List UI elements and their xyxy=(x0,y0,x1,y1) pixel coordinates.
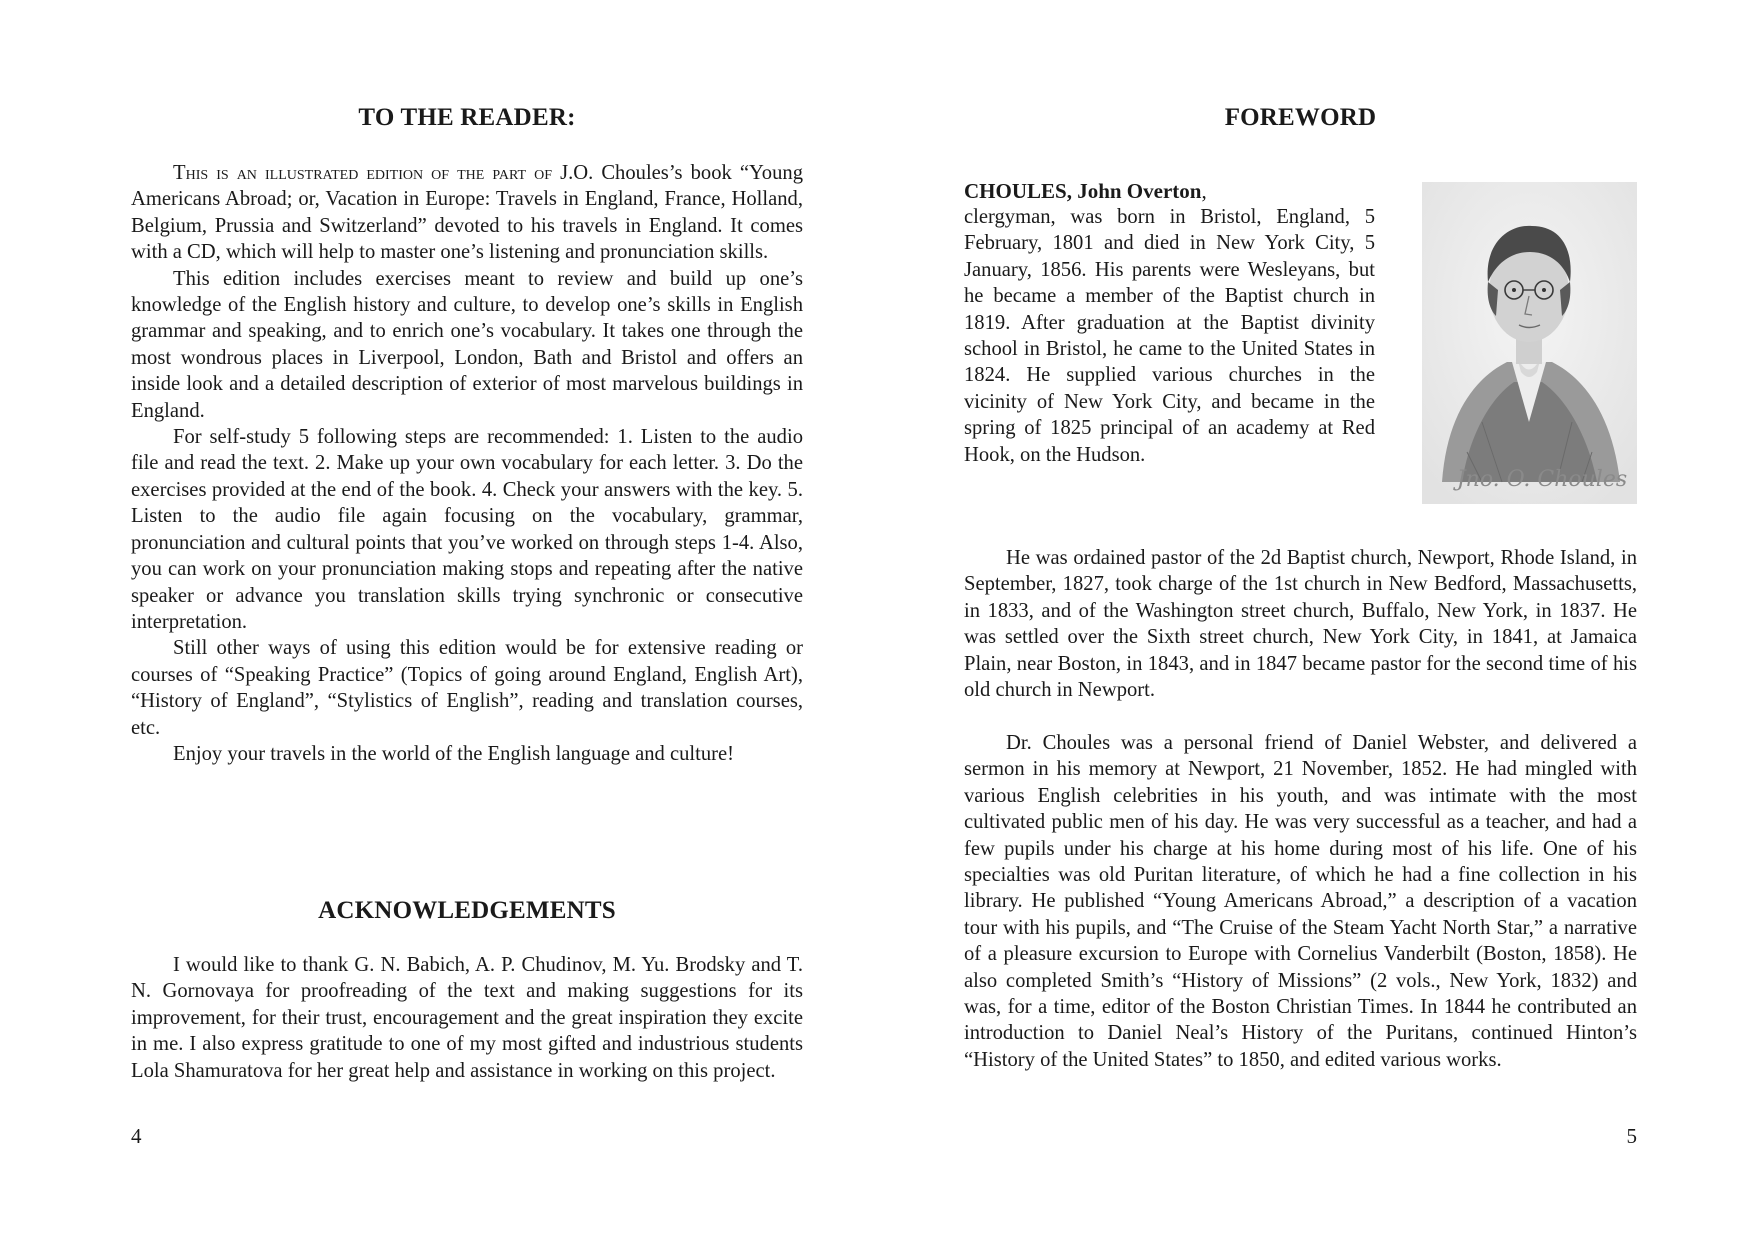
choules-portrait xyxy=(1422,182,1637,504)
to-the-reader-text xyxy=(131,160,803,767)
reader-intro-lead: This is an illustrated edition of the part of xyxy=(173,162,553,184)
bio-name-text: CHOULES, John Overton xyxy=(964,179,1202,203)
acknowledgements-paragraph: I would like to thank G. N. Babich, A. P. Chudinov, M. Yu. Brodsky and T. N. Gornovaya for proofreading of the text and making suggestions for its improvement, for their trust, encouragement and the great inspiration they excite in me. I also express gratitude to one of my most gifted and industrious students Lola Shamuratova for her great help and assistance in working on this project. xyxy=(131,954,803,1082)
portrait-engraving xyxy=(1422,182,1637,504)
reader-paragraph-4: Still other ways of using this edition would be for extensive reading or courses of “Speaking Practice” (Topics of going around England, English Art), “History of England”, “Stylistics of English”, reading and translation courses, etc. xyxy=(131,637,803,739)
bio-block xyxy=(964,178,1375,468)
foreword-heading: FOREWORD xyxy=(1224,104,1377,131)
left-page xyxy=(131,0,803,1240)
to-the-reader-heading: TO THE READER: xyxy=(358,104,576,131)
foreword-paragraph-2-block xyxy=(964,545,1637,703)
bio-name xyxy=(964,178,1375,204)
foreword-paragraph-3-block xyxy=(964,730,1637,1073)
acknowledgements-heading: ACKNOWLEDGEMENTS xyxy=(318,897,616,924)
reader-intro-rest: J.O. Choules’s book “Young Americans Abroad; or, Vacation in Europe: Travels in England, France, Holland, Belgium, Prussia and Switzerland” devoted to his travels in England. It comes with a CD, which will help to master one’s listening and pronunciation skills. xyxy=(131,162,803,264)
page-number-right: 5 xyxy=(1626,1124,1637,1148)
bio-text: clergyman, was born in Bristol, England, 5 February, 1801 and died in New York City, 5 January, 1856. His parents were Wesleyans, but he became a member of the Baptist church in 1819. After graduation at the Baptist divinity school in Bristol, he came to the United States in 1824. He supplied various churches in the vicinity of New York City, and became in the spring of 1825 principal of an academy at Red Hook, on the Hudson. xyxy=(964,206,1375,466)
portrait-signature: Jno. O. Choules xyxy=(1456,467,1628,492)
foreword-paragraph-3: Dr. Choules was a personal friend of Daniel Webster, and delivered a sermon in his memory at Newport, 21 November, 1852. He had mingled with various English celebrities in his youth, and was intimate with the most cultivated public men of his day. He was very successful as a teacher, and had a few pupils under his charge at his home during most of his life. One of his specialties was old Puritan literature, of which he had a fine collection in his library. He published “Young Americans Abroad,” a description of a vacation tour with his pupils, and “The Cruise of the Steam Yacht North Star,” a narrative of a pleasure excursion to Europe with Cornelius Vanderbilt (Boston, 1858). He also completed Smith’s “History of Missions” (2 vols., New York, 1832) and was, for a time, editor of the Boston Christian Times. In 1844 he contributed an introduction to Daniel Neal’s History of the Puritans, continued Hinton’s “History of the United States” to 1850, and edited various works. xyxy=(964,732,1637,1071)
reader-paragraph-5: Enjoy your travels in the world of the English language and culture! xyxy=(173,742,735,765)
acknowledgements-text xyxy=(131,952,803,1084)
page-number-left: 4 xyxy=(131,1124,142,1148)
reader-paragraph-3: For self-study 5 following steps are recommended: 1. Listen to the audio file and read the text. 2. Make up your own vocabulary for each letter. 3. Do the exercises provided at the end of the book. 4. Check your answers with the key. 5. Listen to the audio file again focusing on the vocabulary, grammar, pronunciation and cultural points that you’ve worked on through steps 1-4. Also, you can work on your pronunciation making stops and repeating after the native speaker or advance you translation skills trying synchronic or consecutive interpretation. xyxy=(131,426,803,633)
reader-paragraph-1 xyxy=(131,160,803,266)
foreword-paragraph-2: He was ordained pastor of the 2d Baptist church, Newport, Rhode Island, in September, 1827, took charge of the 1st church in New Bedford, Massachusetts, in 1833, and of the Washington street church, Buffalo, New York, in 1837. He was settled over the Sixth street church, New York City, in 1841, at Jamaica Plain, near Boston, in 1843, and in 1847 became pastor for the second time of his old church in Newport. xyxy=(964,547,1637,702)
right-page xyxy=(964,0,1637,1240)
reader-paragraph-2: This edition includes exercises meant to review and build up one’s knowledge of the English history and culture, to develop one’s skills in English grammar and speaking, and to enrich one’s vocabulary. It takes one through the most wondrous places in Liverpool, London, Bath and Bristol and offers an inside look and a detailed description of exterior of most marvelous buildings in England. xyxy=(131,267,803,422)
bio-name-comma: , xyxy=(1201,179,1207,203)
